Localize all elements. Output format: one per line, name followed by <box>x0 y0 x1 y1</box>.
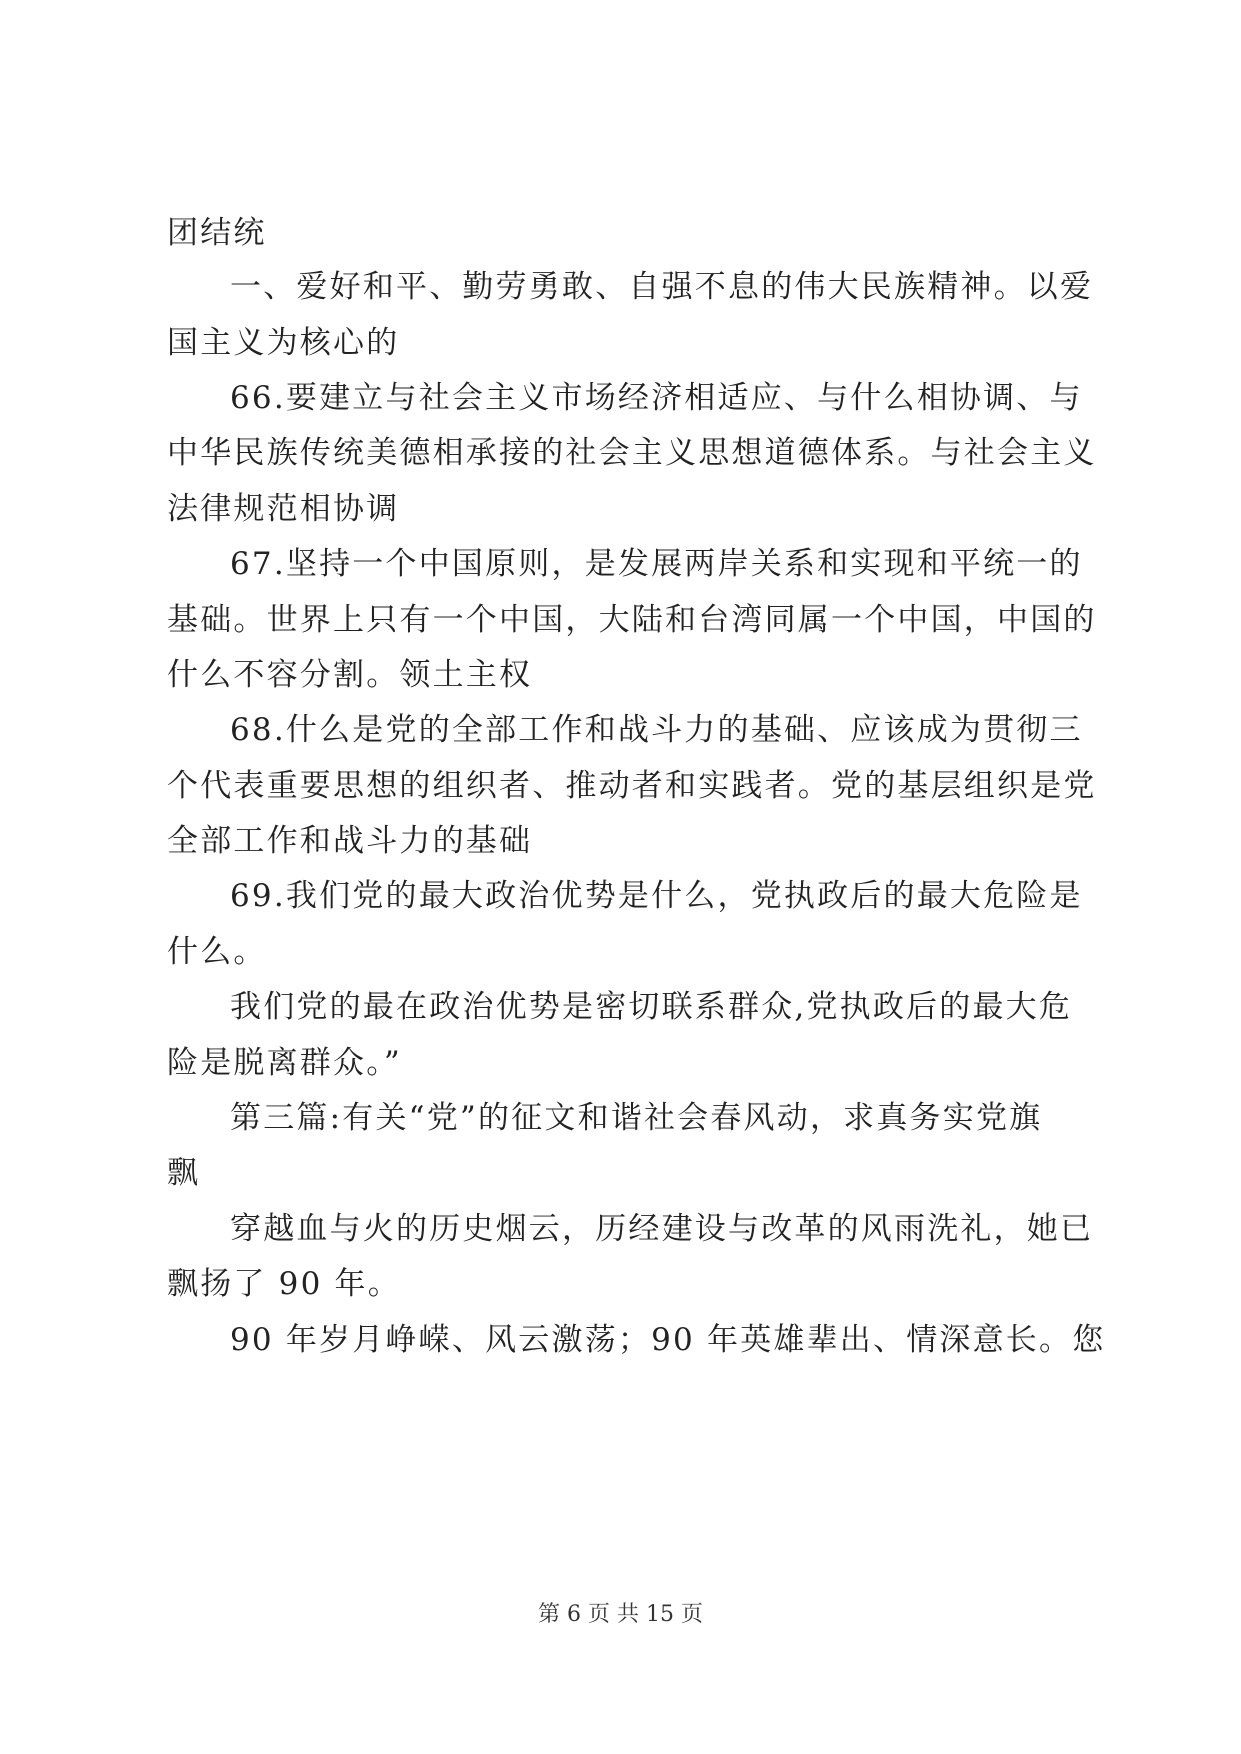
text-line: 全部工作和战斗力的基础 <box>167 823 533 859</box>
text-line: 团结统 <box>167 215 267 251</box>
text-line: 国主义为核心的 <box>167 325 400 361</box>
text-line: 什么。 <box>167 934 267 970</box>
text-line: 67.坚持一个中国原则，是发展两岸关系和实现和平统一的 <box>230 546 1083 582</box>
text-line: 中华民族传统美德相承接的社会主义思想道德体系。与社会主义 <box>167 435 1097 471</box>
text-line: 险是脱离群众。” <box>167 1045 402 1081</box>
page-number-footer: 第 6 页 共 15 页 <box>538 1602 703 1627</box>
text-line: 穿越血与火的历史烟云，历经建设与改革的风雨洗礼，她已 <box>230 1211 1094 1247</box>
text-line: 90 年岁月峥嵘、风云激荡；90 年英雄辈出、情深意长。您 <box>230 1322 1106 1358</box>
text-line: 我们党的最在政治优势是密切联系群众,党执政后的最大危 <box>230 989 1073 1025</box>
section-heading: 飘 <box>167 1155 201 1191</box>
text-line: 69.我们党的最大政治优势是什么，党执政后的最大危险是 <box>230 878 1083 914</box>
text-line: 什么不容分割。领土主权 <box>167 657 533 693</box>
text-line: 一、爱好和平、勤劳勇敢、自强不息的伟大民族精神。以爱 <box>230 269 1094 305</box>
text-line: 个代表重要思想的组织者、推动者和实践者。党的基层组织是党 <box>167 768 1097 804</box>
text-line: 基础。世界上只有一个中国，大陆和台湾同属一个中国，中国的 <box>167 602 1097 638</box>
section-heading: 第三篇:有关“党”的征文和谐社会春风动，求真务实党旗 <box>230 1100 1043 1136</box>
text-line: 飘扬了 90 年。 <box>167 1266 401 1302</box>
text-line: 66.要建立与社会主义市场经济相适应、与什么相协调、与 <box>230 380 1083 416</box>
text-line: 68.什么是党的全部工作和战斗力的基础、应该成为贯彻三 <box>230 712 1083 748</box>
text-line: 法律规范相协调 <box>167 491 400 527</box>
